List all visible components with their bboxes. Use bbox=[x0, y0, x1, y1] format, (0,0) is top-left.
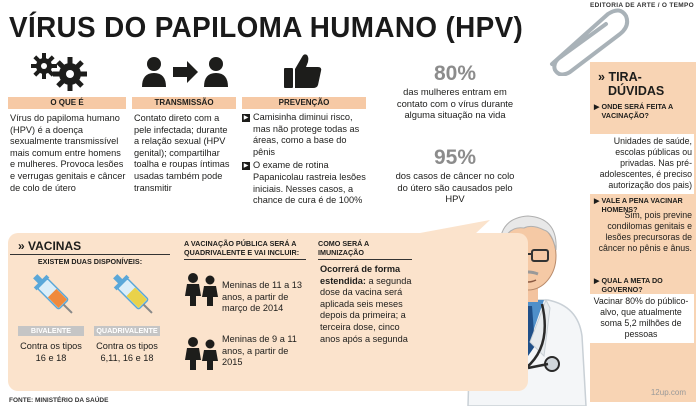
source-note: FONTE: MINISTÉRIO DA SAÚDE bbox=[9, 397, 109, 404]
imunizacao-text bbox=[320, 264, 416, 345]
virus-icon bbox=[28, 52, 92, 92]
page-title: VÍRUS DO PAPILOMA HUMANO (HPV) bbox=[9, 12, 524, 44]
section-text-transmissao: Contato direto com a pele infectada; durante a relação sexual (HPV genital); compartilhar toalha e roupas íntimas usadas também pode transmitir bbox=[134, 113, 230, 193]
qa-block bbox=[594, 102, 694, 120]
vacinacao-publica-heading: A VACINAÇÃO PÚBLICA SERÁ A QUADRIVALENTE E VAI INCLUIR: bbox=[184, 239, 300, 257]
question bbox=[594, 276, 694, 294]
chevron-icon: » bbox=[18, 239, 25, 253]
syringe-icon bbox=[110, 272, 160, 320]
section-text-oque: Vírus do papiloma humano (HPV) é a doença sexualmente transmissível mais comum entre homens e mulheres. Provoca lesões e verrugas genitais e câncer de colo de útero bbox=[10, 113, 126, 193]
arrow-bullet-icon: ▶ bbox=[243, 115, 249, 121]
sidebar-tira-duvidas bbox=[590, 62, 696, 402]
chevron-icon: » bbox=[598, 70, 605, 84]
qa-block bbox=[594, 276, 694, 294]
public-group-text: Meninas de 11 a 13 anos, a partir de março de 2014 bbox=[222, 280, 303, 314]
section-heading-transmissao: TRANSMISSÃO bbox=[132, 97, 236, 109]
question-text: VALE A PENA VACINAR HOMENS? bbox=[601, 196, 683, 214]
sidebar-title bbox=[598, 70, 664, 98]
answer-text: Unidades de saúde, escolas públicas ou privadas. Nas pré-adolescentes, é preciso autorização dos pais) bbox=[599, 136, 692, 190]
prevencao-item bbox=[242, 112, 366, 158]
person-to-person-icon bbox=[140, 55, 232, 89]
girls-icon bbox=[184, 272, 220, 308]
question-text: ONDE SERÁ FEITA A VACINAÇÃO? bbox=[601, 102, 673, 120]
arrow-bullet-icon: ▶ bbox=[594, 276, 600, 285]
prevencao-item-text: Camisinha diminui risco, mas não protege todas as áreas, como a base do pênis bbox=[253, 112, 360, 157]
divider bbox=[10, 254, 170, 255]
imunizacao-rest: a segunda dose da vacina será aplicada seis meses depois da primeira; a terceira dose, cinco anos após a segunda bbox=[320, 275, 412, 344]
arrow-bullet-icon: ▶ bbox=[594, 196, 600, 205]
speech-pointer bbox=[420, 218, 500, 258]
credit-line: EDITORIA DE ARTE / O TEMPO bbox=[590, 2, 694, 9]
answer-box bbox=[586, 294, 694, 343]
answer-box bbox=[586, 134, 694, 194]
question-text: QUAL A META DO GOVERNO? bbox=[601, 276, 663, 294]
public-group-text: Meninas de 9 a 11 anos, a partir de 2015 bbox=[222, 334, 297, 368]
vaccine-type-tag: BIVALENTE bbox=[18, 326, 84, 336]
thumbs-up-icon bbox=[282, 52, 324, 90]
imunizacao-heading: COMO SERÁ A IMUNIZAÇÃO bbox=[318, 239, 369, 257]
divider bbox=[318, 259, 412, 260]
vaccine-type-text: Contra os tipos 16 e 18 bbox=[20, 341, 82, 363]
prevencao-list bbox=[242, 112, 366, 207]
divider bbox=[184, 259, 306, 260]
stat-value: 80% bbox=[433, 62, 477, 85]
syringe-icon bbox=[30, 272, 80, 320]
answer-box bbox=[586, 208, 694, 257]
section-heading-prevencao: PREVENÇÃO bbox=[242, 97, 366, 109]
question bbox=[594, 102, 694, 120]
stat-value: 95% bbox=[433, 146, 477, 169]
answer-text: Sim, pois previne condilomas genitais e lesões precursoras de câncer no pênis e ânus. bbox=[598, 210, 692, 253]
prevencao-item bbox=[242, 160, 366, 206]
sidebar-title-bottom: DÚVIDAS bbox=[608, 84, 665, 98]
vacinas-subtitle: EXISTEM DUAS DISPONÍVEIS: bbox=[37, 257, 143, 266]
watermark: 12up.com bbox=[650, 388, 686, 397]
vacinas-title bbox=[18, 239, 81, 253]
section-heading-oque: O QUE É bbox=[8, 97, 126, 109]
prevencao-item-text: O exame de rotina Papanicolau rastreia lesões iniciais. Nesses casos, a chance de cura é de 100% bbox=[253, 160, 366, 206]
arrow-bullet-icon: ▶ bbox=[243, 163, 249, 170]
vacinas-title-text: VACINAS bbox=[28, 239, 82, 253]
sidebar-title-top: TIRA- bbox=[608, 70, 642, 84]
imunizacao-lead: Ocorrerá de forma estendida: bbox=[320, 264, 401, 286]
arrow-bullet-icon: ▶ bbox=[594, 102, 600, 111]
answer-text: Vacinar 80% do público-alvo, que atualmente soma 5,2 milhões de pessoas bbox=[593, 296, 689, 339]
stat-text: dos casos de câncer no colo do útero são causados pelo HPV bbox=[395, 170, 515, 205]
stat-text: das mulheres entram em contato com o vírus durante alguma situação na vida bbox=[396, 86, 514, 121]
vaccine-type-tag: QUADRIVALENTE bbox=[94, 326, 160, 336]
vaccine-type-text: Contra os tipos 6,11, 16 e 18 bbox=[96, 341, 158, 363]
girls-icon bbox=[184, 336, 220, 372]
